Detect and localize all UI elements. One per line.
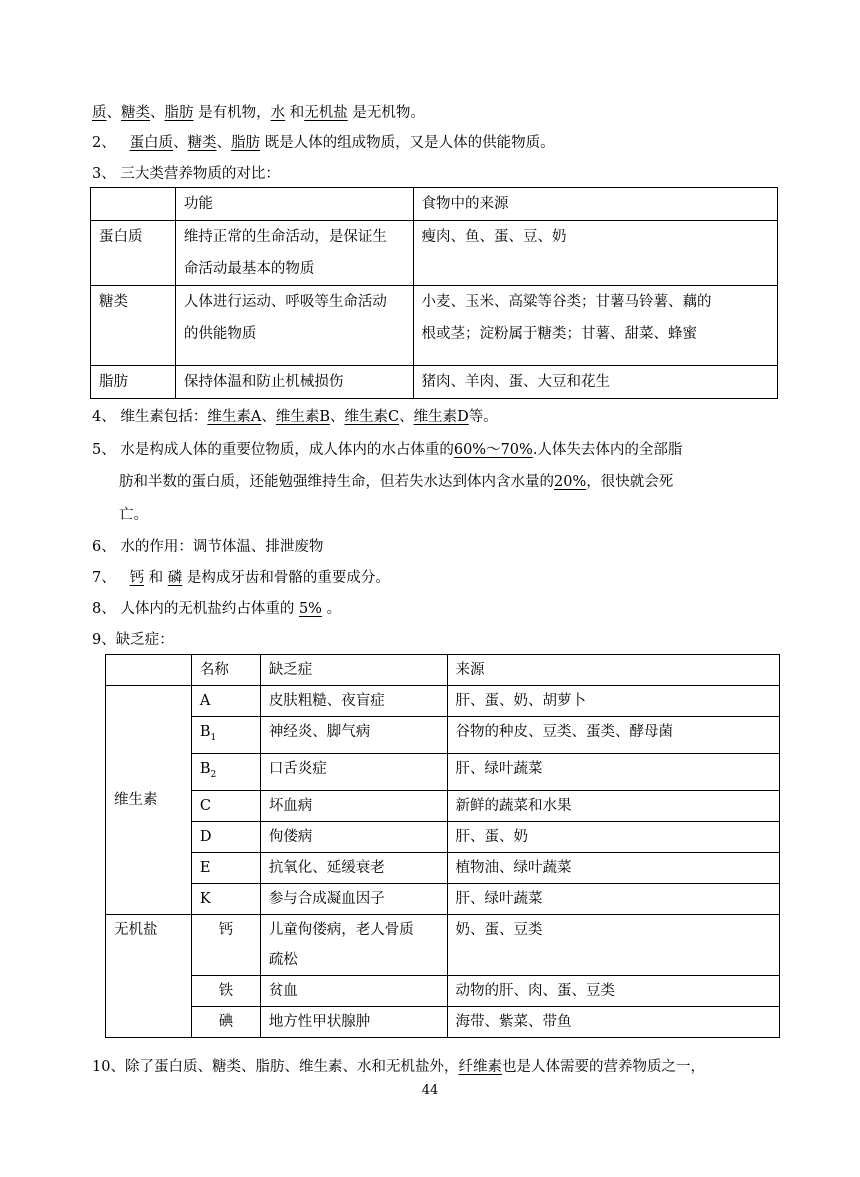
text-line-item-10: 10、除了蛋白质、糖类、脂肪、维生素、水和无机盐外，纤维素也是人体需要的营养物质之一， [92, 1059, 705, 1075]
text-line-item-2: 2、 蛋白质、糖类、脂肪 既是人体的组成物质，又是人体的供能物质。 [92, 135, 555, 151]
deficiency-cell: 贫血 [260, 975, 447, 1006]
mineral-name: 碘 [191, 1006, 260, 1037]
nutrient-source: 瘦肉、鱼、蛋、豆、奶 [413, 221, 777, 286]
table-row [106, 717, 780, 754]
table-row [106, 1006, 780, 1037]
nutrient-name: 糖类 [91, 286, 176, 366]
table-row [91, 286, 778, 366]
source-cell: 海带、紫菜、带鱼 [447, 1006, 779, 1037]
deficiency-cell: 坏血病 [260, 790, 447, 821]
text-line-item-6: 6、 水的作用：调节体温、排泄废物 [92, 539, 324, 555]
table-row [106, 852, 780, 883]
text-line-item-5-cont: 肪和半数的蛋白质，还能勉强维持生命，但若失水达到体内含水量的20%，很快就会死 [119, 474, 674, 490]
source-cell: 肝、绿叶蔬菜 [447, 753, 779, 790]
source-cell: 肝、蛋、奶、胡萝卜 [447, 686, 779, 717]
group-label-vitamins: 维生素 [106, 686, 192, 915]
text-line-item-4: 4、 维生素包括：维生素A、维生素B、维生素C、维生素D等。 [92, 409, 498, 425]
nutrient-source: 猪肉、羊肉、蛋、大豆和花生 [413, 366, 777, 399]
source-cell: 新鲜的蔬菜和水果 [447, 790, 779, 821]
table-row [106, 975, 780, 1006]
vitamin-name: E [191, 852, 260, 883]
table-row [91, 366, 778, 399]
table-header-cell: 名称 [191, 655, 260, 686]
deficiency-cell: 神经炎、脚气病 [260, 717, 447, 754]
nutrient-function: 人体进行运动、呼吸等生命活动 的供能物质 [175, 286, 413, 366]
group-label-minerals: 无机盐 [106, 914, 192, 1037]
nutrient-comparison-table [90, 187, 778, 399]
deficiency-cell: 参与合成凝血因子 [260, 883, 447, 914]
table-header-cell [106, 655, 192, 686]
deficiency-cell: 佝偻病 [260, 821, 447, 852]
vitamin-name: $B_1$ [191, 717, 260, 754]
table-row [106, 686, 780, 717]
source-cell: 植物油、绿叶蔬菜 [447, 852, 779, 883]
table-row [91, 221, 778, 286]
table-row [106, 821, 780, 852]
source-cell: 奶、蛋、豆类 [447, 914, 779, 975]
source-cell: 动物的肝、肉、蛋、豆类 [447, 975, 779, 1006]
table-row [106, 753, 780, 790]
deficiency-cell: 口舌炎症 [260, 753, 447, 790]
vitamin-name: $B_2$ [191, 753, 260, 790]
vitamin-name: A [191, 686, 260, 717]
deficiency-cell: 儿童佝偻病，老人骨质 疏松 [260, 914, 447, 975]
page-number: 44 [421, 1083, 439, 1098]
table-header-cell: 缺乏症 [260, 655, 447, 686]
text-line-item-8: 8、 人体内的无机盐约占体重的 5% 。 [92, 601, 342, 617]
table-header-row [91, 188, 778, 221]
nutrient-source: 小麦、玉米、高粱等谷类；甘薯马铃薯、藕的 根或茎；淀粉属于糖类；甘薯、甜菜、蜂蜜 [413, 286, 777, 366]
table-header-cell [91, 188, 176, 221]
deficiency-cell: 抗氧化、延缓衰老 [260, 852, 447, 883]
source-cell: 谷物的种皮、豆类、蛋类、酵母菌 [447, 717, 779, 754]
table-header-cell: 食物中的来源 [413, 188, 777, 221]
vitamin-name: D [191, 821, 260, 852]
source-cell: 肝、蛋、奶 [447, 821, 779, 852]
vitamin-name: C [191, 790, 260, 821]
mineral-name: 钙 [191, 914, 260, 975]
table-header-row [106, 655, 780, 686]
text-line-item-5: 5、 水是构成人体的重要位物质，成人体内的水占体重的60%～70%.人体失去体内的全部脂 [92, 442, 683, 458]
nutrient-function: 保持体温和防止机械损伤 [175, 366, 413, 399]
mineral-name: 铁 [191, 975, 260, 1006]
text-line-item-3: 3、 三大类营养物质的对比： [92, 166, 280, 182]
vitamin-name: K [191, 883, 260, 914]
deficiency-cell: 地方性甲状腺肿 [260, 1006, 447, 1037]
nutrient-name: 蛋白质 [91, 221, 176, 286]
text-line-item-9: 9、缺乏症： [92, 632, 174, 648]
nutrient-function: 维持正常的生命活动，是保证生 命活动最基本的物质 [175, 221, 413, 286]
table-header-cell: 来源 [447, 655, 779, 686]
text-line-organic: 质、糖类、脂肪 是有机物，水 和无机盐 是无机物。 [92, 105, 425, 121]
text-line-item-5-end: 亡。 [119, 507, 148, 523]
deficiency-table [105, 654, 780, 1038]
source-cell: 肝、绿叶蔬菜 [447, 883, 779, 914]
table-row [106, 883, 780, 914]
deficiency-cell: 皮肤粗糙、夜盲症 [260, 686, 447, 717]
nutrient-name: 脂肪 [91, 366, 176, 399]
table-row [106, 914, 780, 975]
table-header-cell: 功能 [175, 188, 413, 221]
table-row [106, 790, 780, 821]
text-line-item-7: 7、 钙 和 磷 是构成牙齿和骨骼的重要成分。 [92, 570, 390, 586]
